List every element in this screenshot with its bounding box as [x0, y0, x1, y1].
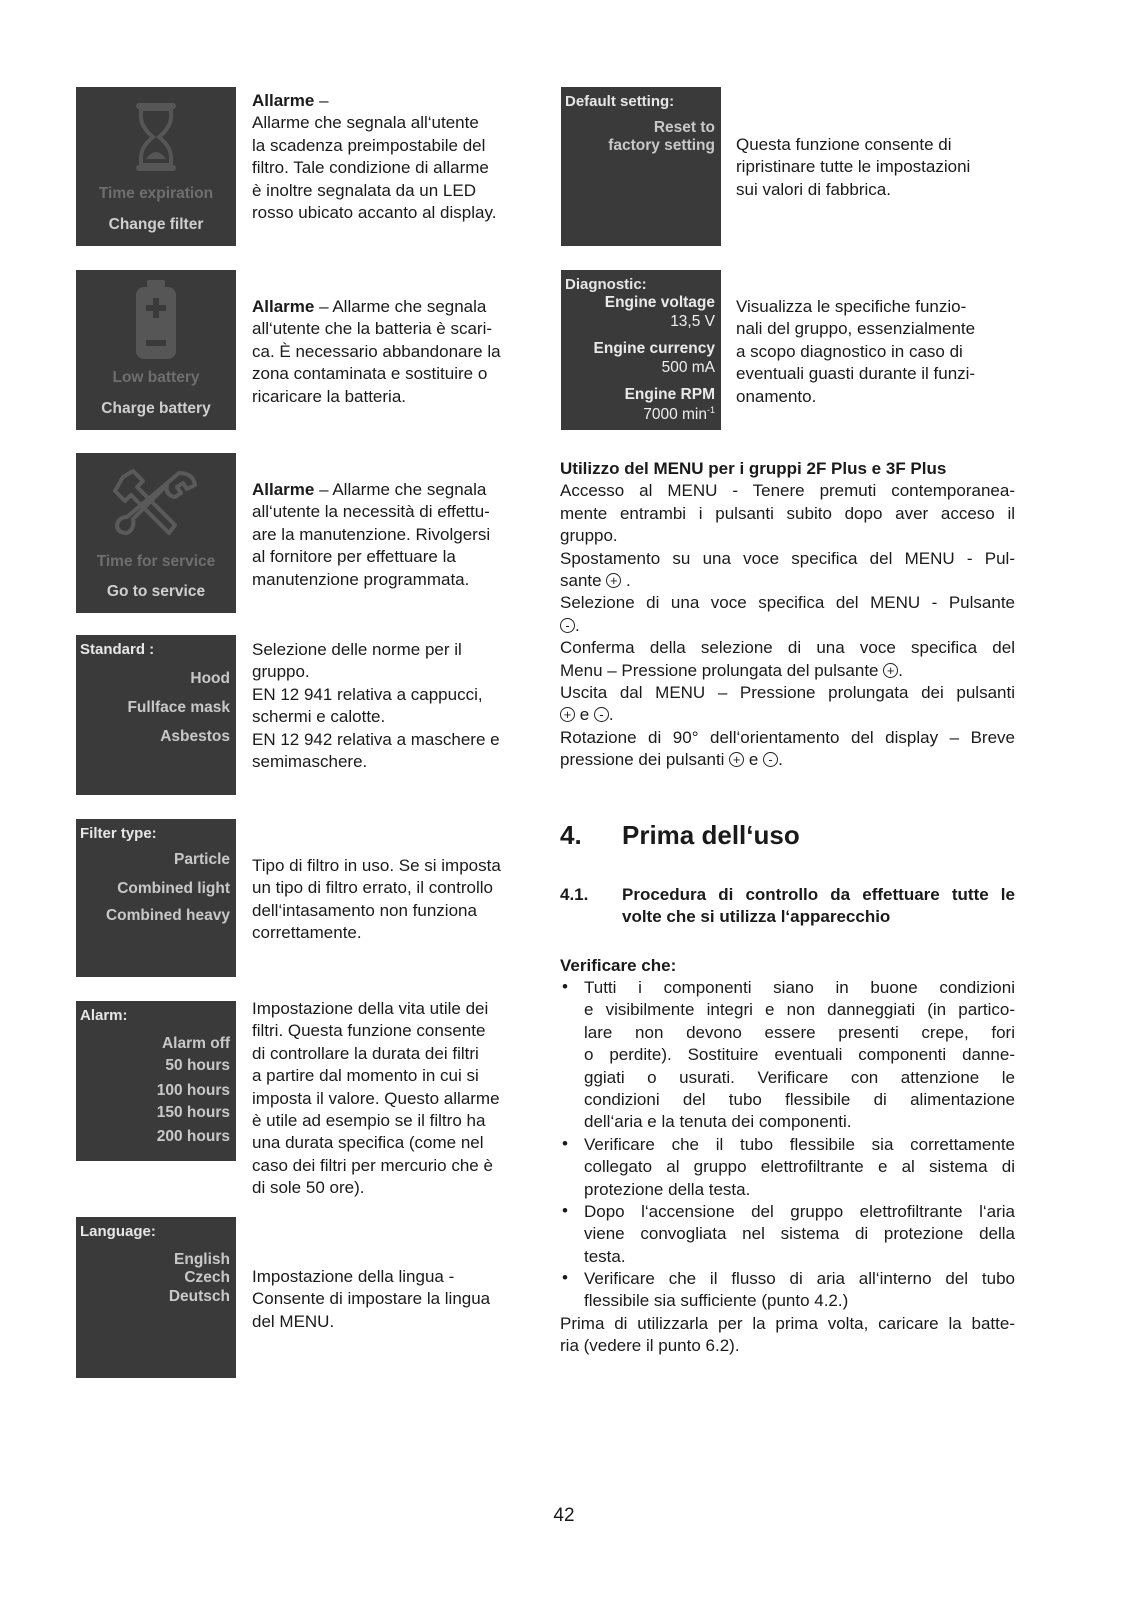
final-paragraph	[560, 1313, 1015, 1358]
tools-icon	[113, 467, 199, 541]
section-4-1-heading	[560, 884, 1015, 929]
hourglass-icon	[134, 101, 178, 173]
alarm-title: Alarm:	[80, 1007, 128, 1024]
standard-item-fullface: Fullface mask	[127, 699, 230, 716]
filter-item-combined-light: Combined light	[117, 880, 230, 897]
engine-currency-value: 500 mA	[661, 359, 715, 376]
text-fragment: .	[898, 660, 903, 680]
language-item-czech: Czech	[184, 1269, 230, 1286]
minus-button-icon: -	[763, 752, 778, 767]
charge-battery-label: Charge battery	[101, 400, 211, 417]
bullet-marker: •	[562, 977, 568, 996]
alarm-item-150: 150 hours	[156, 1104, 230, 1121]
plus-button-icon: +	[883, 663, 898, 678]
text-line: manutenzione programmata.	[252, 569, 470, 589]
text-line: gruppo.	[252, 662, 310, 682]
engine-rpm-label: Engine RPM	[624, 386, 715, 403]
text-line: sui valori di fabbrica.	[736, 179, 891, 199]
alarm-description	[252, 998, 500, 1200]
text-line: Verificare che il tubo flessibile sia correttamente	[584, 1135, 1015, 1154]
default-setting-description	[736, 134, 970, 201]
engine-rpm-unit-exponent: -1	[706, 405, 715, 415]
alarm-item-off: Alarm off	[161, 1035, 230, 1052]
engine-voltage-label: Engine voltage	[604, 294, 715, 311]
text-line: una durata specifica (come nel	[252, 1133, 484, 1153]
text-line: lare non devono essere presenti crepe, fori	[584, 1022, 1015, 1042]
page-number: 42	[553, 1505, 575, 1526]
alarm-bold-label: Allarme	[252, 91, 315, 110]
display-alarm-menu	[76, 1001, 236, 1161]
text-fragment: e	[575, 705, 594, 725]
text-line: caso dei filtri per mercurio che è	[252, 1155, 493, 1175]
text-line: di controllare la durata dei filtri	[252, 1043, 479, 1063]
text-line	[560, 704, 1015, 726]
menu-usage-heading: Utilizzo del MENU per i gruppi 2F Plus e 3F Plus	[560, 459, 947, 478]
text-line: Uscita dal MENU – Pressione prolungata dei pulsanti	[560, 682, 1015, 702]
section-4-title: Prima dell‘uso	[622, 820, 800, 850]
text-line: eventuali guasti durante il funzi-	[736, 364, 976, 384]
section-4-1-title-line2: volte che si utilizza l‘apparecchio	[622, 907, 891, 927]
text-line: e visibilmente integri e non danneggiati (in partico-	[584, 1000, 1015, 1020]
text-line: un tipo di filtro errato, il controllo	[252, 878, 493, 898]
alarm-item-100: 100 hours	[156, 1082, 230, 1099]
display-time-expiration	[76, 87, 236, 246]
text-fragment: pressione dei pulsanti	[560, 750, 730, 770]
engine-voltage-value: 13,5 V	[670, 313, 715, 330]
reset-to-label: Reset to	[653, 119, 715, 136]
text-line: al fornitore per effettuare la	[252, 547, 456, 567]
low-battery-label: Low battery	[112, 369, 200, 386]
display-time-for-service	[76, 453, 236, 613]
text-line: all‘utente la necessità di effettu-	[252, 502, 490, 522]
text-fragment: .	[621, 570, 631, 590]
text-line: – Allarme che segnala	[314, 480, 487, 499]
text-line: – Allarme che segnala	[314, 297, 487, 316]
bullet-marker: •	[562, 1134, 568, 1153]
text-line: Questa funzione consente di	[736, 135, 952, 154]
filter-type-title: Filter type:	[80, 825, 157, 842]
filter-item-combined-heavy: Combined heavy	[105, 907, 230, 924]
dash: –	[314, 91, 329, 110]
menu-usage-section	[560, 458, 1015, 771]
filter-item-particle: Particle	[173, 851, 230, 868]
text-fragment: e	[744, 750, 764, 770]
text-line: mente entrambi i pulsanti subito dopo aver acceso il	[560, 503, 1015, 523]
text-line: Allarme che segnala all‘utente	[252, 113, 479, 133]
text-line: correttamente.	[252, 923, 362, 943]
language-title: Language:	[80, 1223, 156, 1240]
text-line: Tipo di filtro in uso. Se si imposta	[252, 856, 501, 875]
default-setting-title: Default setting:	[565, 93, 675, 110]
text-line: a scopo diagnostico in caso di	[736, 341, 963, 361]
display-default-setting	[561, 87, 721, 246]
text-line: di sole 50 ore).	[252, 1178, 365, 1198]
text-line	[560, 615, 1015, 637]
text-line	[560, 570, 1015, 592]
display-language-menu	[76, 1217, 236, 1378]
text-line: Accesso al MENU - Tenere premuti contemporanea-	[560, 481, 1015, 501]
text-line: Consente di impostare la lingua	[252, 1289, 491, 1309]
bullet-4-text	[584, 1268, 1015, 1313]
display-low-battery	[76, 270, 236, 430]
text-line: Dopo l‘accensione del gruppo elettrofiltrante l‘aria	[584, 1202, 1015, 1221]
time-for-service-label: Time for service	[96, 553, 216, 570]
section-4-number: 4.	[560, 820, 582, 850]
bullet-2-text	[584, 1134, 1015, 1201]
text-line: imposta il valore. Questo allarme	[252, 1088, 500, 1108]
text-line: viene convogliata nel sistema di protezione della	[584, 1224, 1015, 1244]
engine-rpm-value	[643, 405, 715, 424]
text-line: a partire dal momento in cui si	[252, 1066, 479, 1086]
text-line: gruppo.	[560, 526, 618, 546]
standard-item-hood: Hood	[190, 670, 230, 687]
diagnostic-title: Diagnostic:	[565, 276, 647, 293]
text-line: è inoltre segnalata da un LED	[252, 180, 476, 200]
text-line: ripristinare tutte le impostazioni	[736, 157, 971, 177]
text-line	[560, 660, 1015, 682]
text-line: zona contaminata e sostituire o	[252, 364, 488, 384]
time-expiration-description	[252, 90, 496, 224]
text-line: collegato al gruppo elettrofiltrante e al sistema di	[584, 1157, 1015, 1177]
text-line: EN 12 941 relativa a cappucci,	[252, 684, 483, 704]
text-line: rosso ubicato accanto al display.	[252, 203, 497, 223]
minus-button-icon: -	[560, 618, 575, 633]
text-line: Conferma della selezione di una voce specifica del	[560, 638, 1015, 658]
plus-button-icon: +	[560, 707, 575, 722]
bullet-marker: •	[562, 1201, 568, 1220]
alarm-item-50: 50 hours	[165, 1057, 230, 1074]
language-item-deutsch: Deutsch	[168, 1288, 230, 1305]
engine-rpm-number: 7000 min	[643, 406, 707, 424]
bullet-3-text	[584, 1201, 1015, 1268]
text-fragment: .	[575, 615, 580, 635]
text-line: Impostazione della vita utile dei	[252, 999, 489, 1018]
minus-button-icon: -	[594, 707, 609, 722]
text-line: o perdite). Sostituire eventuali componenti danne-	[584, 1045, 1015, 1065]
text-line: Impostazione della lingua -	[252, 1267, 455, 1286]
text-line: ria (vedere il punto 6.2).	[560, 1336, 740, 1356]
text-fragment: Menu – Pressione prolungata del pulsante	[560, 660, 884, 680]
text-line: Prima di utilizzarla per la prima volta, caricare la batte-	[560, 1314, 1015, 1333]
bullet-1-text	[584, 977, 1015, 1134]
text-line	[560, 749, 1015, 771]
change-filter-label: Change filter	[108, 216, 204, 233]
text-line: Tutti i componenti siano in buone condizioni	[584, 978, 1015, 997]
text-line: filtro. Tale condizione di allarme	[252, 158, 489, 178]
text-line: del MENU.	[252, 1311, 335, 1331]
standard-item-asbestos: Asbestos	[160, 728, 230, 745]
bullet-marker: •	[562, 1268, 568, 1287]
go-to-service-label: Go to service	[106, 583, 206, 600]
text-line: are la manutenzione. Rivolgersi	[252, 524, 491, 544]
text-line: ca. È necessario abbandonare la	[252, 341, 501, 361]
text-line: flessibile sia sufficiente (punto 4.2.)	[584, 1291, 849, 1311]
text-line: Visualizza le specifiche funzio-	[736, 297, 967, 316]
text-line: Selezione delle norme per il	[252, 640, 462, 659]
text-line: ggiati o usurati. Verificare con attenzione le	[584, 1067, 1015, 1087]
text-line: è utile ad esempio se il filtro ha	[252, 1111, 486, 1131]
factory-setting-label: factory setting	[608, 137, 715, 154]
text-line: Verificare che il flusso di aria all‘interno del tubo	[584, 1269, 1015, 1288]
text-fragment: sante	[560, 570, 602, 590]
battery-icon	[133, 278, 179, 362]
text-line: condizioni del tubo flessibile di alimentazione	[584, 1089, 1015, 1109]
text-line: all‘utente che la batteria è scari-	[252, 319, 493, 339]
diagnostic-description	[736, 296, 975, 408]
display-standard-menu	[76, 635, 236, 795]
language-description	[252, 1266, 490, 1333]
standard-description	[252, 639, 500, 773]
text-line: Selezione di una voce specifica del MENU - Pulsante	[560, 593, 1015, 613]
section-4-heading	[560, 820, 800, 851]
text-line: la scadenza preimpostabile del	[252, 135, 486, 155]
filter-type-description	[252, 855, 501, 945]
low-battery-description	[252, 296, 501, 408]
verify-heading: Verificare che:	[560, 956, 677, 975]
text-line: semimaschere.	[252, 752, 368, 772]
display-filter-type-menu	[76, 819, 236, 977]
plus-button-icon: +	[729, 752, 744, 767]
text-line: onamento.	[736, 386, 817, 406]
text-line: Rotazione di 90° dell‘orientamento del display – Breve	[560, 727, 1015, 747]
text-line: testa.	[584, 1246, 626, 1266]
text-line: schermi e calotte.	[252, 707, 386, 727]
alarm-item-200: 200 hours	[156, 1128, 230, 1145]
text-line: nali del gruppo, essenzialmente	[736, 319, 976, 339]
service-description	[252, 479, 490, 591]
section-4-1-title-line1: Procedura di controllo da effettuare tutte le	[622, 885, 1015, 904]
text-line: protezione della testa.	[584, 1179, 751, 1199]
alarm-bold-label: Allarme	[252, 480, 315, 499]
text-fragment: .	[608, 705, 614, 725]
text-line: ricaricare la batteria.	[252, 386, 407, 406]
language-item-english: English	[174, 1251, 230, 1268]
time-expiration-label: Time expiration	[98, 185, 214, 202]
engine-currency-label: Engine currency	[593, 340, 715, 357]
section-4-1-number: 4.1.	[560, 885, 589, 904]
text-line: filtri. Questa funzione consente	[252, 1021, 486, 1041]
standard-title: Standard :	[80, 641, 155, 658]
text-line: dell‘aria e la tenuta dei componenti.	[584, 1112, 852, 1132]
text-line: EN 12 942 relativa a maschere e	[252, 729, 500, 749]
alarm-bold-label: Allarme	[252, 297, 315, 316]
plus-button-icon: +	[606, 573, 621, 588]
display-diagnostic	[561, 270, 721, 430]
text-line: dell‘intasamento non funziona	[252, 900, 477, 920]
text-line: Spostamento su una voce specifica del MENU - Pul-	[560, 548, 1015, 568]
text-fragment: .	[778, 750, 783, 770]
